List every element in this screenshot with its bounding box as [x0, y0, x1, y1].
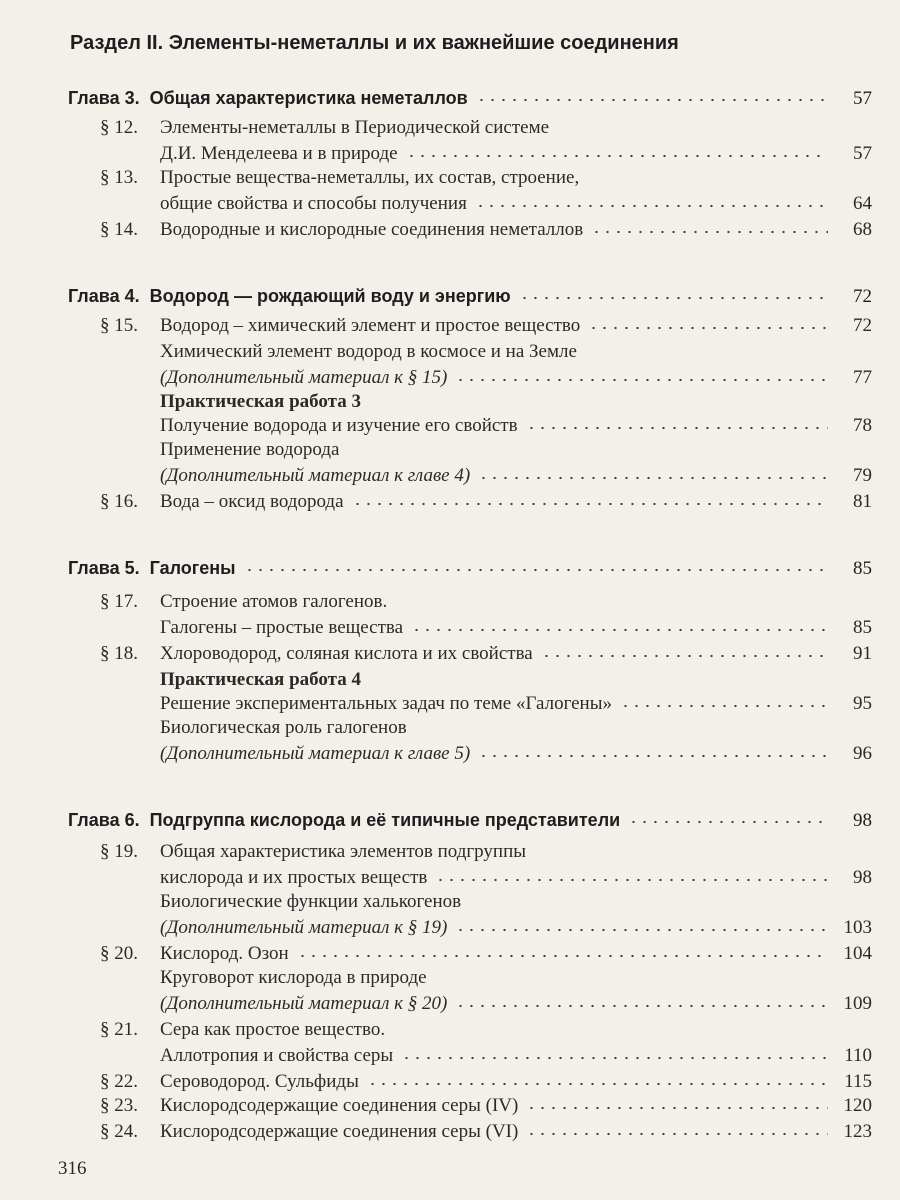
toc-item-row	[100, 489, 872, 515]
page-ref: 103	[843, 917, 872, 938]
toc-item-row	[100, 715, 872, 741]
dot-leader	[475, 203, 828, 209]
toc-item-row	[100, 339, 872, 365]
page-ref: 95	[853, 693, 872, 714]
toc-item-row	[100, 1043, 872, 1069]
page-ref: 57	[853, 88, 872, 109]
page-ref: 123	[843, 1121, 872, 1142]
toc-item-row	[100, 1119, 872, 1145]
toc-item-row	[100, 589, 872, 615]
paragraph-number: § 20.	[100, 943, 138, 964]
paragraph-number: § 16.	[100, 491, 138, 512]
dot-leader	[620, 703, 828, 709]
page-ref: 78	[853, 415, 872, 436]
toc-item-row	[100, 965, 872, 991]
dot-leader	[401, 1055, 828, 1061]
entry-text: кислорода и их простых веществ	[160, 867, 428, 888]
chapter-title: Водород — рождающий воду и энергию	[149, 286, 511, 306]
paragraph-number: § 12.	[100, 117, 138, 138]
dot-leader	[352, 501, 828, 507]
chapter-title: Общая характеристика неметаллов	[149, 88, 468, 108]
toc-chapter-row	[68, 85, 872, 111]
entry-text: (Дополнительный материал к главе 4)	[160, 465, 471, 486]
entry-text: Круговорот кислорода в природе	[160, 967, 427, 988]
toc-item-row	[100, 691, 872, 717]
paragraph-number: § 14.	[100, 219, 138, 240]
entry-text: Биологическая роль галогенов	[160, 717, 407, 738]
entry-text: Общая характеристика элементов подгруппы	[160, 841, 527, 862]
entry-text: (Дополнительный материал к § 20)	[160, 993, 448, 1014]
entry-text: Практическая работа 4	[160, 669, 361, 690]
toc-item-row	[100, 313, 872, 339]
paragraph-number: § 21.	[100, 1019, 138, 1040]
entry-text: Галогены – простые вещества	[160, 617, 404, 638]
entry-text: (Дополнительный материал к § 15)	[160, 367, 448, 388]
toc-item-row	[100, 839, 872, 865]
dot-leader	[297, 953, 828, 959]
paragraph-number: § 17.	[100, 591, 138, 612]
paragraph-number: § 24.	[100, 1121, 138, 1142]
entry-text: Водородные и кислородные соединения неметаллов	[160, 219, 584, 240]
page-number: 316	[58, 1158, 87, 1179]
entry-text: (Дополнительный материал к главе 5)	[160, 743, 471, 764]
toc-item-row	[100, 991, 872, 1017]
toc-item-row	[100, 217, 872, 243]
toc-item-row	[100, 365, 872, 391]
page-ref: 98	[853, 867, 872, 888]
page-ref: 72	[853, 315, 872, 336]
entry-text: Применение водорода	[160, 439, 340, 460]
page-ref: 120	[843, 1095, 872, 1116]
page-ref: 85	[853, 558, 872, 579]
entry-text: Вода – оксид водорода	[160, 491, 344, 512]
entry-text: Получение водорода и изучение его свойств	[160, 415, 518, 436]
dot-leader	[478, 475, 828, 481]
toc-item-row	[100, 941, 872, 967]
toc-item-row	[100, 667, 872, 693]
page-ref: 57	[853, 143, 872, 164]
toc-chapter-row	[68, 283, 872, 309]
page-ref: 77	[853, 367, 872, 388]
toc-item-row	[100, 437, 872, 463]
entry-text: Кислородсодержащие соединения серы (VI)	[160, 1121, 519, 1142]
paragraph-number: § 23.	[100, 1095, 138, 1116]
page-ref: 91	[853, 643, 872, 664]
dot-leader	[435, 877, 828, 883]
toc-item-row	[100, 141, 872, 167]
entry-text: Сероводород. Сульфиды	[160, 1071, 359, 1092]
dot-leader	[591, 229, 828, 235]
dot-leader	[406, 153, 828, 159]
dot-leader	[526, 1105, 828, 1111]
paragraph-number: § 22.	[100, 1071, 138, 1092]
dot-leader	[455, 927, 828, 933]
entry-text: Сера как простое вещество.	[160, 1019, 386, 1040]
entry-text: Водород – химический элемент и простое вещество	[160, 315, 581, 336]
entry-text: Кислородсодержащие соединения серы (IV)	[160, 1095, 519, 1116]
page-ref: 64	[853, 193, 872, 214]
toc-item-row	[100, 463, 872, 489]
toc-item-row	[100, 1093, 872, 1119]
page-ref: 115	[844, 1071, 872, 1092]
dot-leader	[541, 653, 828, 659]
entry-text: Хлороводород, соляная кислота и их свойства	[160, 643, 533, 664]
dot-leader	[526, 1131, 828, 1137]
dot-leader	[411, 627, 828, 633]
entry-text: Элементы-неметаллы в Периодической системе	[160, 117, 550, 138]
chapter-number: Глава 6.	[68, 810, 140, 830]
entry-text: общие свойства и способы получения	[160, 193, 467, 214]
toc-item-row	[100, 741, 872, 767]
entry-text: Аллотропия и свойства серы	[160, 1045, 394, 1066]
chapter-title: Галогены	[149, 558, 236, 578]
toc-item-row	[100, 413, 872, 439]
toc-chapter-row	[68, 807, 872, 833]
toc-item-row	[100, 889, 872, 915]
page-ref: 109	[843, 993, 872, 1014]
dot-leader	[455, 377, 828, 383]
section-title: Раздел II. Элементы-неметаллы и их важнейшие соединения	[70, 32, 679, 54]
toc-item-row	[100, 191, 872, 217]
page-ref: 96	[853, 743, 872, 764]
toc-item-row	[100, 389, 872, 415]
dot-leader	[476, 97, 828, 103]
page-ref: 104	[843, 943, 872, 964]
page-ref: 68	[853, 219, 872, 240]
dot-leader	[455, 1003, 828, 1009]
paragraph-number: § 18.	[100, 643, 138, 664]
toc-item-row	[100, 915, 872, 941]
entry-text: Практическая работа 3	[160, 391, 361, 412]
dot-leader	[519, 295, 828, 301]
entry-text: Простые вещества-неметаллы, их состав, строение,	[160, 167, 580, 188]
page-ref: 79	[853, 465, 872, 486]
paragraph-number: § 13.	[100, 167, 138, 188]
entry-text: Химический элемент водород в космосе и на Земле	[160, 341, 577, 362]
paragraph-number: § 19.	[100, 841, 138, 862]
entry-text: Решение экспериментальных задач по теме «Галогены»	[160, 693, 612, 714]
page-ref: 98	[853, 810, 872, 831]
paragraph-number: § 15.	[100, 315, 138, 336]
toc-chapter-row	[68, 555, 872, 581]
toc-item-row	[100, 641, 872, 667]
toc-item-row	[100, 165, 872, 191]
entry-text: Д.И. Менделеева и в природе	[160, 143, 398, 164]
page-ref: 110	[844, 1045, 872, 1066]
toc-item-row	[100, 615, 872, 641]
toc-item-row	[100, 1069, 872, 1095]
dot-leader	[367, 1081, 828, 1087]
page-ref: 72	[853, 286, 872, 307]
entry-text: Биологические функции халькогенов	[160, 891, 462, 912]
toc-item-row	[100, 865, 872, 891]
entry-text: (Дополнительный материал к § 19)	[160, 917, 448, 938]
chapter-number: Глава 4.	[68, 286, 140, 306]
dot-leader	[244, 567, 828, 573]
page-ref: 85	[853, 617, 872, 638]
dot-leader	[588, 325, 828, 331]
chapter-number: Глава 3.	[68, 88, 140, 108]
chapter-number: Глава 5.	[68, 558, 140, 578]
toc-item-row	[100, 1017, 872, 1043]
entry-text: Строение атомов галогенов.	[160, 591, 388, 612]
page-ref: 81	[853, 491, 872, 512]
dot-leader	[526, 425, 828, 431]
dot-leader	[478, 753, 828, 759]
entry-text: Кислород. Озон	[160, 943, 289, 964]
toc-item-row	[100, 115, 872, 141]
chapter-title: Подгруппа кислорода и её типичные представители	[149, 810, 621, 830]
dot-leader	[628, 819, 828, 825]
